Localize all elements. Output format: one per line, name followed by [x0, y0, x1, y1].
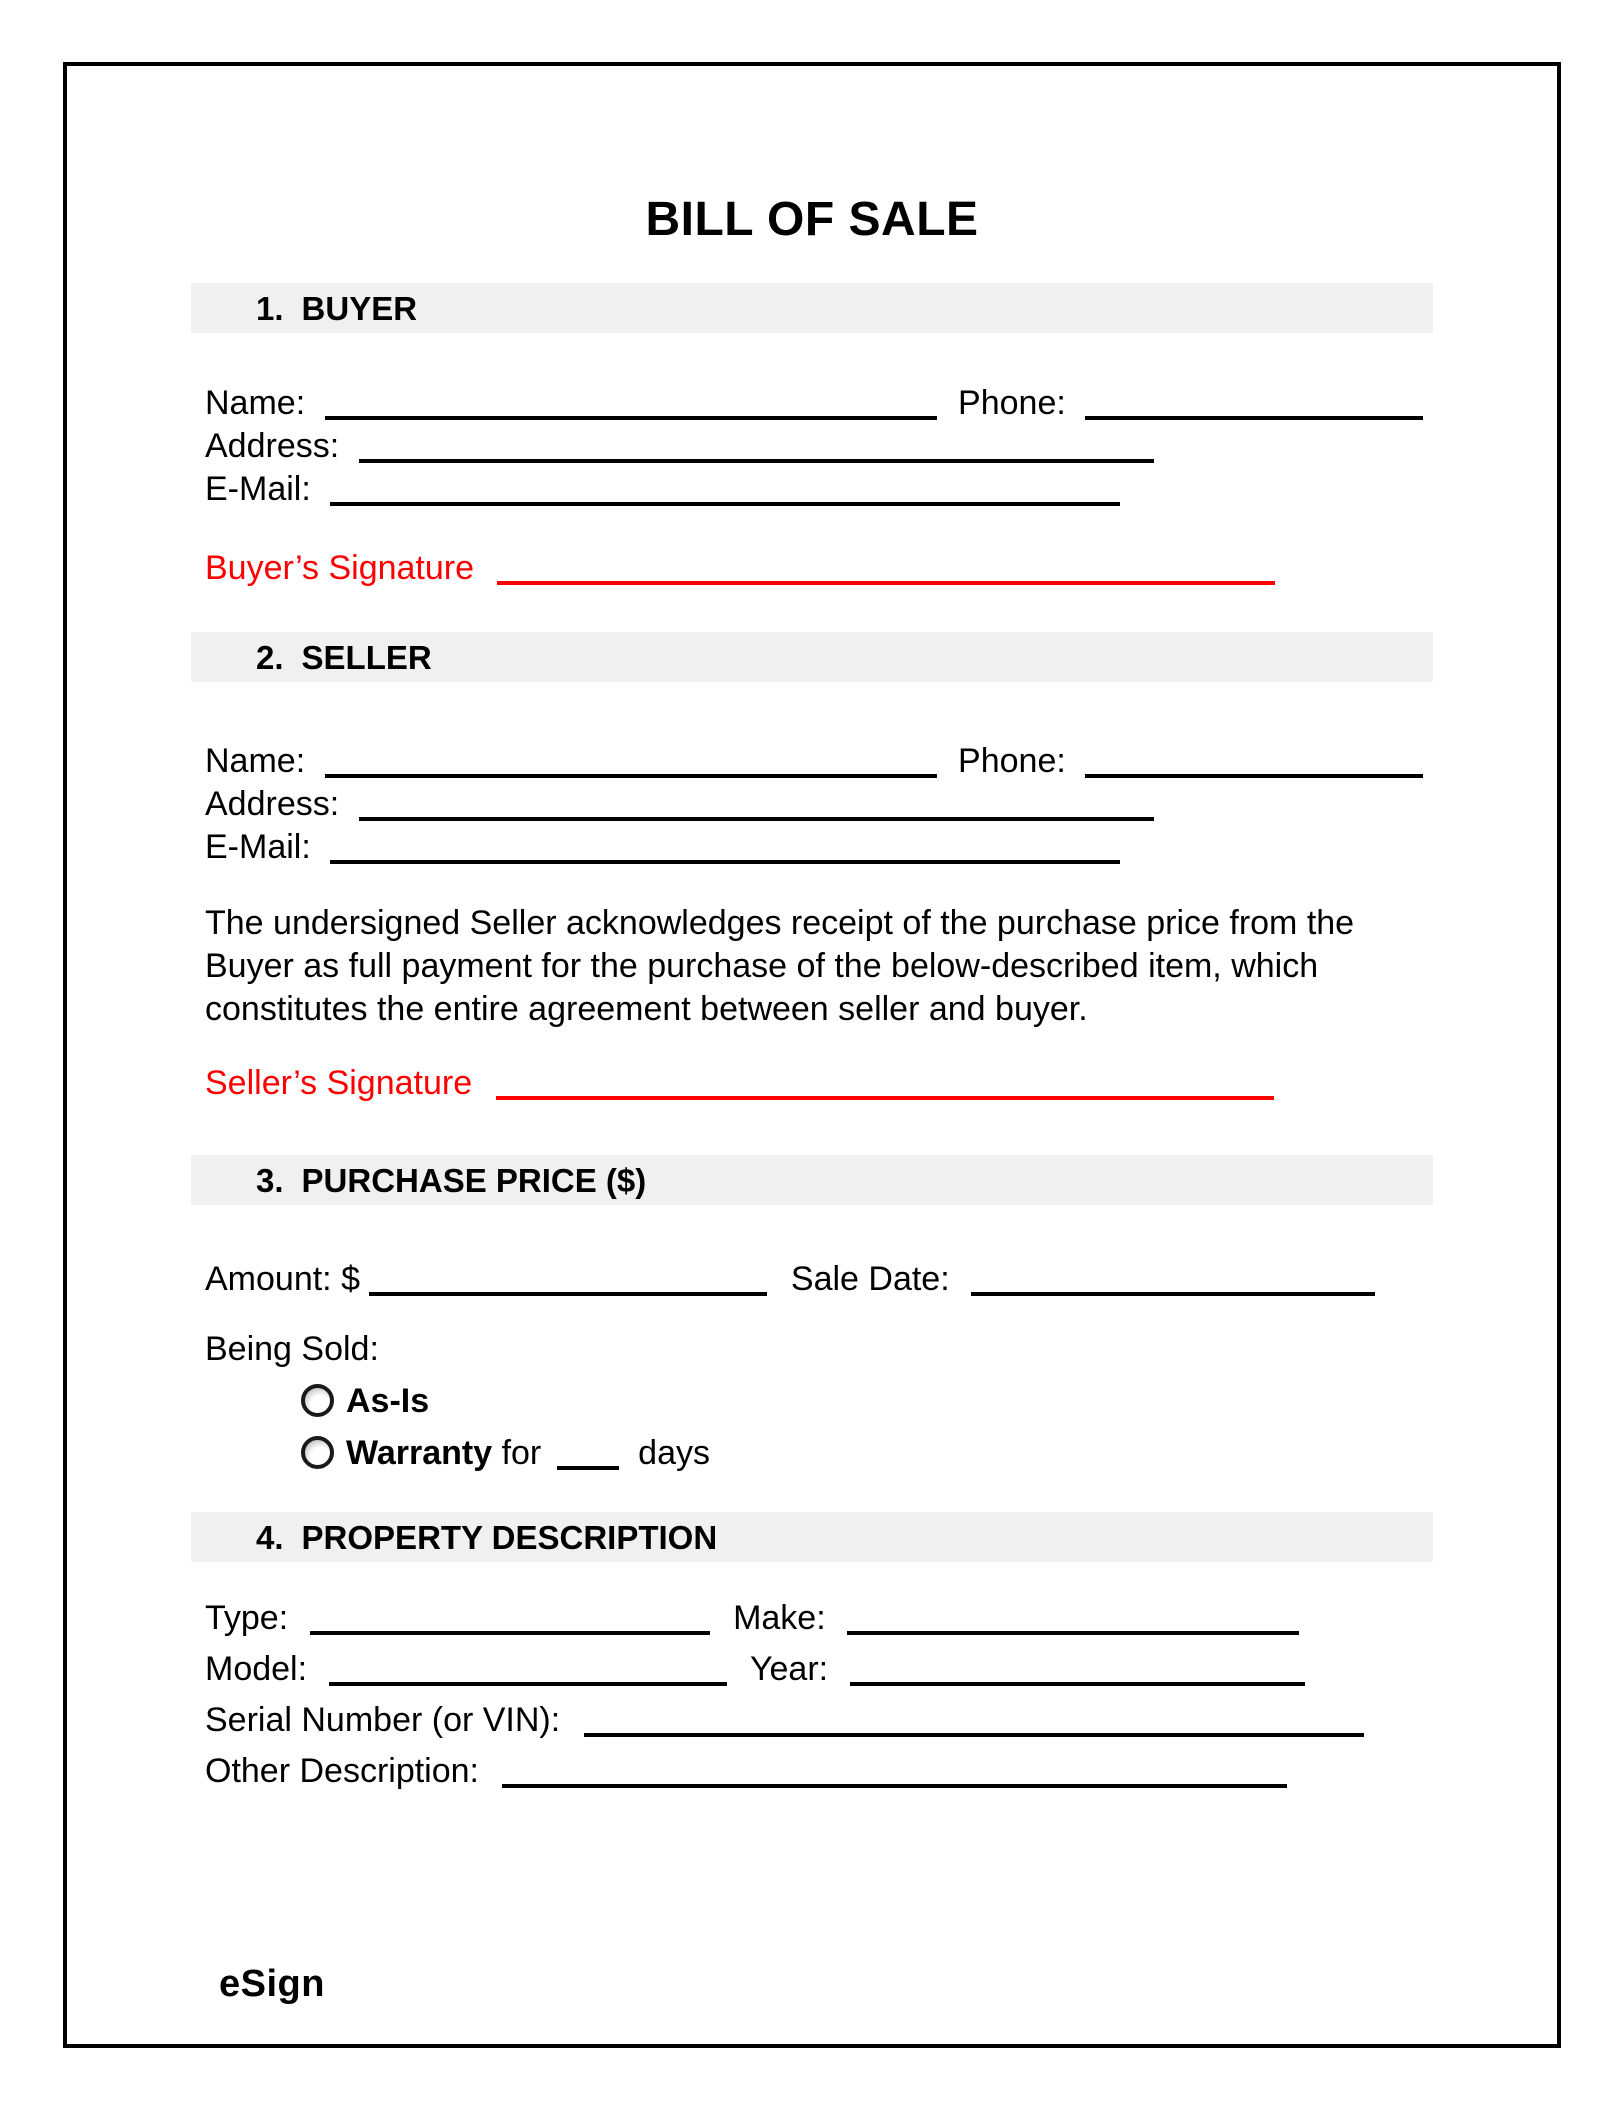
seller-email-row	[205, 830, 1120, 864]
warranty-option-label: Warranty	[346, 1434, 493, 1472]
warranty-days-field-line[interactable]	[557, 1466, 619, 1470]
document-title: BILL OF SALE	[645, 193, 979, 246]
buyer-address-field-line[interactable]	[359, 459, 1154, 463]
buyer-email-label: E-Mail:	[205, 470, 311, 508]
seller-email-label: E-Mail:	[205, 828, 311, 866]
buyer-name-label: Name:	[205, 384, 306, 422]
year-field-line[interactable]	[850, 1682, 1305, 1686]
buyer-address-row	[205, 429, 1154, 463]
amount-field-line[interactable]	[369, 1292, 767, 1296]
seller-address-label: Address:	[205, 785, 340, 823]
section-header-buyer	[191, 283, 1433, 333]
section-title: PURCHASE PRICE ($)	[301, 1161, 647, 1199]
option-as-is-row	[301, 1384, 429, 1418]
year-label: Year:	[749, 1650, 829, 1688]
seller-signature-label: Seller’s Signature	[205, 1064, 473, 1102]
being-sold-label: Being Sold:	[205, 1330, 379, 1368]
seller-address-field-line[interactable]	[359, 817, 1154, 821]
warranty-for-label: for	[501, 1434, 542, 1472]
buyer-signature-label: Buyer’s Signature	[205, 549, 475, 587]
seller-phone-field-line[interactable]	[1085, 774, 1423, 778]
seller-name-label: Name:	[205, 742, 306, 780]
option-warranty-row	[301, 1436, 710, 1470]
warranty-days-label: days	[638, 1434, 710, 1472]
buyer-phone-field-line[interactable]	[1085, 416, 1423, 420]
serial-number-row	[205, 1703, 1364, 1737]
being-sold-row	[205, 1332, 379, 1366]
amount-saledate-row	[205, 1262, 1375, 1296]
type-make-row	[205, 1601, 1299, 1635]
model-year-row	[205, 1652, 1305, 1686]
buyer-name-phone-row	[205, 386, 1423, 420]
warranty-radio-button[interactable]	[301, 1436, 334, 1469]
seller-signature-line[interactable]	[496, 1096, 1274, 1100]
buyer-phone-label: Phone:	[958, 384, 1066, 422]
other-description-row	[205, 1754, 1287, 1788]
model-label: Model:	[205, 1650, 308, 1688]
section-title: BUYER	[301, 289, 418, 327]
sale-date-field-line[interactable]	[971, 1292, 1375, 1296]
serial-number-field-line[interactable]	[584, 1733, 1364, 1737]
as-is-radio-button[interactable]	[301, 1384, 334, 1417]
seller-name-phone-row	[205, 744, 1423, 778]
serial-number-label: Serial Number (or VIN):	[205, 1701, 561, 1739]
page-border	[63, 62, 1561, 2048]
seller-phone-label: Phone:	[958, 742, 1066, 780]
section-title: SELLER	[301, 638, 432, 676]
esign-logo: eSign	[219, 1963, 325, 2005]
seller-email-field-line[interactable]	[330, 860, 1120, 864]
other-description-field-line[interactable]	[502, 1784, 1287, 1788]
seller-address-row	[205, 787, 1154, 821]
buyer-name-field-line[interactable]	[325, 416, 937, 420]
buyer-signature-line[interactable]	[497, 581, 1275, 585]
buyer-email-row	[205, 472, 1120, 506]
section-header-seller	[191, 632, 1433, 682]
other-description-label: Other Description:	[205, 1752, 479, 1790]
type-label: Type:	[205, 1599, 289, 1637]
section-header-property-description	[191, 1512, 1433, 1562]
make-label: Make:	[733, 1599, 826, 1637]
section-number: 1.	[256, 289, 284, 327]
as-is-option-label: As-Is	[346, 1382, 430, 1420]
seller-name-field-line[interactable]	[325, 774, 937, 778]
section-number: 2.	[256, 638, 284, 676]
make-field-line[interactable]	[847, 1631, 1299, 1635]
section-number: 4.	[256, 1518, 284, 1556]
section-number: 3.	[256, 1161, 284, 1199]
buyer-address-label: Address:	[205, 427, 340, 465]
section-header-purchase-price	[191, 1155, 1433, 1205]
section-title: PROPERTY DESCRIPTION	[301, 1518, 718, 1556]
seller-signature-row	[205, 1066, 1274, 1100]
seller-acknowledgment-paragraph: The undersigned Seller acknowledges receipt of the purchase price from the Buyer as full payment for the purchase of the below-described item, which constitutes the entire agreement between seller and buyer.	[205, 904, 1355, 1028]
amount-label: Amount: $	[205, 1260, 360, 1298]
model-field-line[interactable]	[329, 1682, 727, 1686]
type-field-line[interactable]	[310, 1631, 710, 1635]
sale-date-label: Sale Date:	[790, 1260, 950, 1298]
buyer-email-field-line[interactable]	[330, 502, 1120, 506]
buyer-signature-row	[205, 551, 1275, 585]
